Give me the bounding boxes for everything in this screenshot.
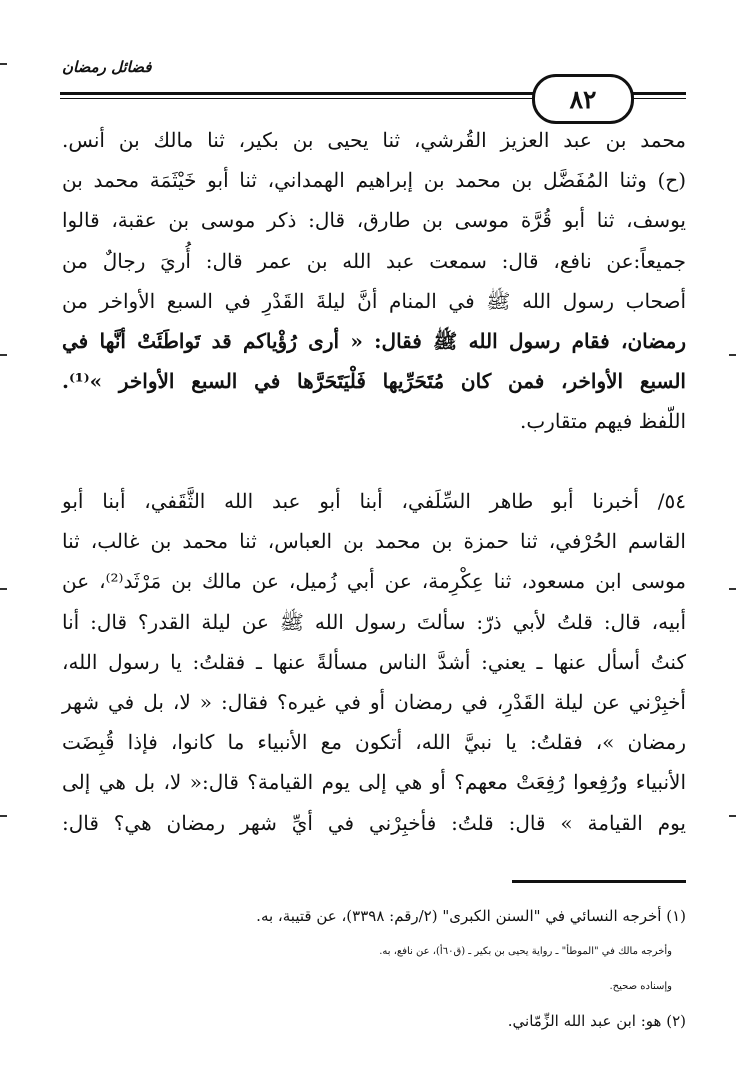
- body-line: اللّفظ فيهم متقارب.: [519, 409, 686, 434]
- margin-mark: [729, 588, 736, 590]
- footnotes: [62, 908, 686, 1030]
- body-line: يوسف، ثنا أبو قُرَّة موسى بن طارق، قال: ذكر موسى بن عقبة، قالوا: [62, 208, 686, 233]
- margin-mark: [0, 815, 7, 817]
- body-line: أصحاب رسول الله ﷺ في المنام أنَّ ليلةَ القَدْرِ في السبع الأواخر من: [62, 288, 686, 313]
- hadith-line: ٥٤/ أخبرنا أبو طاهر السِّلَفي، أبنا أبو عبد الله الثَّقَفي، أبنا أبو: [62, 489, 686, 513]
- margin-mark: [729, 815, 736, 817]
- footnote-1: (١) أخرجه النسائي في "السنن الكبرى" (٢/رقم: ٣٣٩٨)، عن قتيبة، به.: [256, 907, 686, 925]
- running-title: فضائل رمضان: [62, 58, 152, 76]
- page-number-badge: [532, 74, 634, 124]
- hadith-line: الأنبياء ورُفِعوا رُفِعَتْ معهم؟ أو هي إلى يوم القيامة؟ قال:« لا، بل هي إلى: [62, 770, 686, 795]
- hadith-line: كنتُ أسأل عنها ـ يعني: أشدَّ الناس مسألةً عنها ـ فقلتُ: يا رسول الله،: [62, 649, 686, 674]
- margin-mark: [729, 354, 736, 356]
- body-passage: [62, 120, 686, 442]
- footnote-1-grade: وإسناده صحيح.: [609, 981, 672, 992]
- body-line: (ح) وثنا المُفَضَّل بن محمد بن إبراهيم الهمداني، ثنا أبو خَيْثَمَة محمد بن: [62, 168, 686, 193]
- body-line: السبع الأواخر، فمن كان مُتَحَرِّيها فَلْيَتَحَرَّها في السبع الأواخر »⁽¹⁾.: [62, 369, 686, 394]
- body-line: جميعاً:عن نافع، قال: سمعت عبد الله بن عمر قال: أُريَ رجالٌ من: [62, 248, 686, 273]
- hadith-line: أخبِرْني عن ليلة القَدْرِ، في رمضان أو في غيره؟ فقال: « لا، بل في شهر: [62, 689, 686, 714]
- page-number: ٨٢: [569, 84, 597, 114]
- margin-mark: [0, 63, 7, 65]
- body-line: محمد بن عبد العزيز القُرشي، ثنا يحيى بن بكير، ثنا مالك بن أنس.: [62, 128, 686, 152]
- hadith-line: القاسم الحُرْفي، ثنا حمزة بن محمد بن العباس، ثنا محمد بن غالب، ثنا: [62, 529, 686, 554]
- hadith-passage: [62, 481, 686, 843]
- hadith-line: رمضان »، فقلتُ: يا نبيَّ الله، أتكون مع الأنبياء ما كانوا، فإذا قُبِضَت: [62, 730, 686, 755]
- footnote-1-cont: وأخرجه مالك في "الموطأ" ـ رواية يحيى بن بكير ـ (ق٦٠أ)، عن نافع، به.: [379, 946, 672, 957]
- hadith-line: أبيه، قال: قلتُ لأبي ذرّ: سألتَ رسول الله ﷺ عن ليلة القدر؟ قال: أنا: [62, 609, 686, 634]
- footnote-2: (٢) هو: ابن عبد الله الزِّمّاني.: [507, 1012, 686, 1030]
- footnote-separator: [512, 880, 686, 883]
- hadith-line: يوم القيامة » قال: قلتُ: فأخبِرْني في أيِّ شهر رمضان هي؟ قال:: [62, 810, 686, 835]
- body-line: رمضان، فقام رسول الله ﷺ فقال: « أرى رُؤْياكم قد تَواطَئَتْ أنَّها في: [62, 328, 686, 353]
- hadith-line: موسى ابن مسعود، ثنا عِكْرِمة، عن أبي زُميل، عن مالك بن مَرْثَد⁽²⁾، عن: [62, 569, 687, 594]
- margin-mark: [0, 588, 7, 590]
- margin-mark: [0, 354, 7, 356]
